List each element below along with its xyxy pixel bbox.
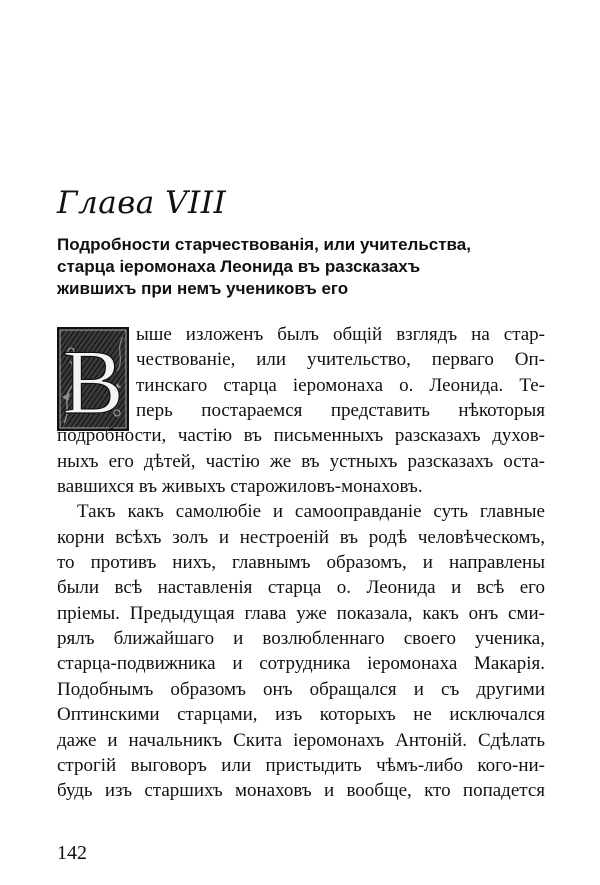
subtitle-line: жившихъ при немъ учениковъ его xyxy=(57,279,349,298)
text-line: Подобнымъ образомъ онъ обращался и съ другими xyxy=(57,678,545,700)
body-text xyxy=(57,322,545,804)
text-line: строгій выговоръ или пристыдить чѣмъ-либо кого-ни- xyxy=(57,754,545,776)
text-line: подробности, частію въ письменныхъ разсказахъ духов- xyxy=(57,425,545,447)
subtitle-line: Подробности старчествованія, или учительства, xyxy=(57,235,471,254)
chapter-label: Глава VIII xyxy=(57,185,227,221)
text-line: корни всѣхъ золъ и нестроеній въ родѣ человѣческомъ, xyxy=(57,526,545,548)
text-line: ныхъ его дѣтей, частію же въ устныхъ разсказахъ оста- xyxy=(57,450,545,472)
text-line: рялъ ближайшаго и возлюбленнаго своего ученика, xyxy=(57,628,545,650)
text-line: Такъ какъ самолюбіе и самооправданіе суть главные xyxy=(77,501,545,523)
text-line: пріемы. Предыдущая глава уже показала, какъ онъ сми- xyxy=(57,602,545,624)
dropcap-letter: В xyxy=(62,331,124,431)
text-line: даже и начальникъ Скита іеромонахъ Антоній. Сдѣлать xyxy=(57,729,545,751)
chapter-subtitle xyxy=(57,234,547,300)
text-line: были всѣ наставленія старца о. Леонида и всѣ его xyxy=(57,577,545,599)
text-line: ыше изложенъ былъ общій взглядъ на стар- xyxy=(136,324,545,345)
subtitle-line: старца іеромонаха Леонида въ разсказахъ xyxy=(57,257,421,276)
text-line: перь постараемся представить нѣкоторыя xyxy=(136,400,545,422)
text-line: то противъ нихъ, главнымъ образомъ, и направлены xyxy=(57,552,545,574)
text-line: старца-подвижника и сотрудника іеромонаха Макарія. xyxy=(57,653,545,675)
text-line: Оптинскими старцами, изъ которыхъ не исключался xyxy=(57,704,545,726)
page-number: 142 xyxy=(57,842,87,864)
text-line: вавшихся въ живыхъ старожиловъ-монаховъ. xyxy=(57,476,423,498)
text-line: будь изъ старшихъ монаховъ и вообще, кто попадется xyxy=(57,780,545,802)
text-line: чествованіе, или учительство, перваго Оп- xyxy=(136,349,545,371)
text-line: тинскаго старца іеромонаха о. Леонида. Те- xyxy=(136,374,545,396)
